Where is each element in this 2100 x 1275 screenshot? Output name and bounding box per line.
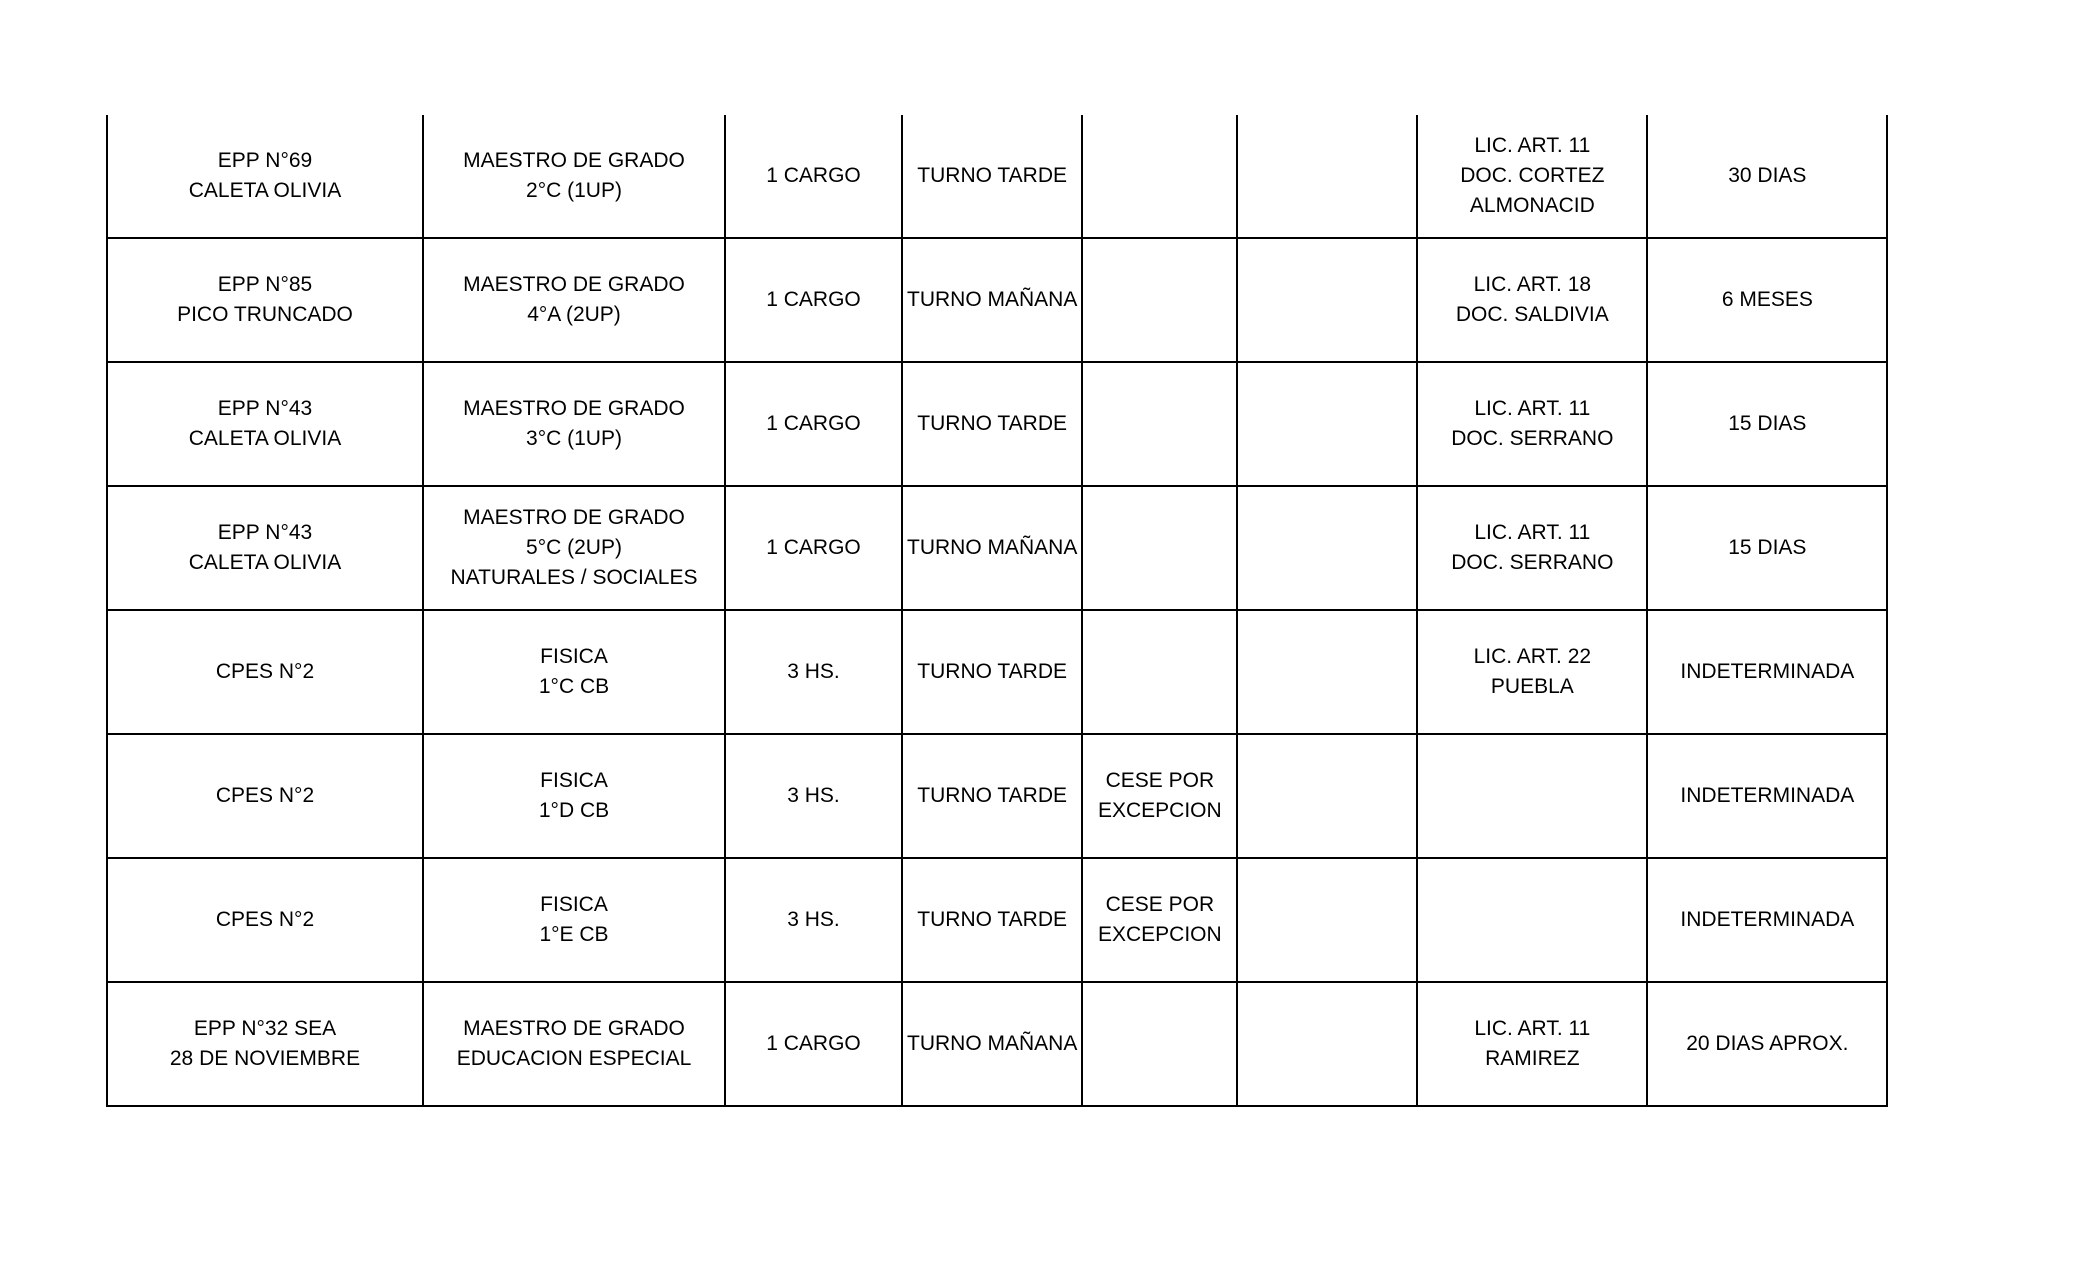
shift-cell-line: TURNO TARDE [917, 908, 1068, 931]
empty-cell [1237, 115, 1417, 238]
table-row [107, 610, 1887, 734]
school-cell [107, 858, 423, 982]
reason-cell-line: DOC. SERRANO [1451, 551, 1614, 574]
duration-cell [1647, 734, 1887, 858]
school-cell-line: CPES N°2 [215, 784, 315, 807]
reason-cell-line: RAMIREZ [1485, 1047, 1580, 1070]
position-cell-line: 2°C (1UP) [526, 179, 622, 202]
school-cell [107, 734, 423, 858]
table-row [107, 486, 1887, 610]
position-cell [423, 858, 725, 982]
status-cell-line: CESE POR [1105, 893, 1215, 916]
school-cell-line: CALETA OLIVIA [188, 179, 342, 202]
duration-cell [1647, 610, 1887, 734]
reason-cell-line: LIC. ART. 11 [1474, 134, 1591, 157]
shift-cell [902, 610, 1082, 734]
school-cell-line: EPP N°32 SEA [193, 1017, 337, 1040]
shift-cell [902, 982, 1082, 1106]
empty-cell [1237, 734, 1417, 858]
shift-cell-line: TURNO TARDE [917, 412, 1068, 435]
duration-cell [1647, 486, 1887, 610]
shift-cell [902, 362, 1082, 486]
shift-cell-line: TURNO MAÑANA [907, 288, 1078, 311]
load-cell [725, 115, 902, 238]
load-cell-line: 3 HS. [787, 660, 840, 683]
school-cell [107, 362, 423, 486]
reason-cell [1417, 734, 1647, 858]
status-cell [1082, 734, 1237, 858]
position-cell-line: 4°A (2UP) [527, 303, 621, 326]
status-cell [1082, 610, 1237, 734]
duration-cell-line: 20 DIAS APROX. [1686, 1032, 1849, 1055]
reason-cell [1417, 610, 1647, 734]
table-row [107, 734, 1887, 858]
position-cell [423, 734, 725, 858]
shift-cell-line: TURNO MAÑANA [907, 536, 1078, 559]
duration-cell-line: 15 DIAS [1728, 536, 1807, 559]
position-cell-line: MAESTRO DE GRADO [463, 149, 685, 172]
load-cell-line: 1 CARGO [766, 412, 861, 435]
load-cell-line: 1 CARGO [766, 536, 861, 559]
load-cell [725, 362, 902, 486]
shift-cell [902, 486, 1082, 610]
position-cell-line: 3°C (1UP) [526, 427, 622, 450]
position-cell-line: MAESTRO DE GRADO [463, 273, 685, 296]
position-cell [423, 362, 725, 486]
duration-cell-line: INDETERMINADA [1680, 908, 1855, 931]
duration-cell [1647, 238, 1887, 362]
shift-cell-line: TURNO TARDE [917, 784, 1068, 807]
position-cell [423, 115, 725, 238]
duration-cell-line: 30 DIAS [1728, 164, 1807, 187]
load-cell-line: 3 HS. [787, 908, 840, 931]
status-cell [1082, 238, 1237, 362]
reason-cell [1417, 486, 1647, 610]
reason-cell [1417, 115, 1647, 238]
reason-cell-line: DOC. SERRANO [1451, 427, 1614, 450]
reason-cell [1417, 238, 1647, 362]
duration-cell [1647, 115, 1887, 238]
status-cell [1082, 362, 1237, 486]
load-cell-line: 1 CARGO [766, 164, 861, 187]
status-cell-line: CESE POR [1105, 769, 1215, 792]
vacancy-table [106, 115, 1888, 1107]
shift-cell-line: TURNO TARDE [917, 164, 1068, 187]
reason-cell [1417, 982, 1647, 1106]
school-cell-line: 28 DE NOVIEMBRE [169, 1047, 361, 1070]
position-cell-line: FISICA [540, 645, 608, 668]
duration-cell [1647, 982, 1887, 1106]
load-cell-line: 1 CARGO [766, 1032, 861, 1055]
load-cell-line: 3 HS. [787, 784, 840, 807]
school-cell-line: PICO TRUNCADO [177, 303, 353, 326]
position-cell-line: 1°D CB [538, 799, 610, 822]
table-row [107, 238, 1887, 362]
status-cell [1082, 115, 1237, 238]
empty-cell [1237, 858, 1417, 982]
empty-cell [1237, 238, 1417, 362]
duration-cell-line: INDETERMINADA [1680, 660, 1855, 683]
shift-cell [902, 734, 1082, 858]
load-cell [725, 486, 902, 610]
position-cell [423, 486, 725, 610]
school-cell [107, 115, 423, 238]
table-row [107, 858, 1887, 982]
duration-cell-line: 6 MESES [1721, 288, 1813, 311]
shift-cell [902, 115, 1082, 238]
status-cell [1082, 858, 1237, 982]
school-cell-line: CALETA OLIVIA [188, 551, 342, 574]
position-cell [423, 982, 725, 1106]
school-cell-line: EPP N°69 [217, 149, 313, 172]
shift-cell [902, 238, 1082, 362]
table-row [107, 115, 1887, 238]
reason-cell [1417, 362, 1647, 486]
position-cell-line: FISICA [540, 769, 608, 792]
load-cell [725, 238, 902, 362]
shift-cell-line: TURNO TARDE [917, 660, 1068, 683]
school-cell-line: CPES N°2 [215, 908, 315, 931]
position-cell [423, 238, 725, 362]
reason-cell-line: DOC. CORTEZ [1460, 164, 1605, 187]
school-cell-line: EPP N°43 [217, 397, 313, 420]
shift-cell [902, 858, 1082, 982]
position-cell-line: 5°C (2UP) [526, 536, 622, 559]
school-cell [107, 610, 423, 734]
duration-cell-line: INDETERMINADA [1680, 784, 1855, 807]
school-cell [107, 486, 423, 610]
status-cell [1082, 982, 1237, 1106]
school-cell-line: CALETA OLIVIA [188, 427, 342, 450]
status-cell-line: EXCEPCION [1097, 923, 1222, 946]
load-cell [725, 734, 902, 858]
duration-cell-line: 15 DIAS [1728, 412, 1807, 435]
school-cell [107, 982, 423, 1106]
empty-cell [1237, 486, 1417, 610]
empty-cell [1237, 610, 1417, 734]
reason-cell-line: LIC. ART. 11 [1474, 397, 1591, 420]
school-cell-line: EPP N°85 [217, 273, 313, 296]
status-cell [1082, 486, 1237, 610]
position-cell-line: EDUCACION ESPECIAL [456, 1047, 692, 1070]
load-cell [725, 858, 902, 982]
position-cell-line: MAESTRO DE GRADO [463, 1017, 685, 1040]
duration-cell [1647, 362, 1887, 486]
position-cell [423, 610, 725, 734]
position-cell-line: MAESTRO DE GRADO [463, 397, 685, 420]
school-cell-line: EPP N°43 [217, 521, 313, 544]
position-cell-line: FISICA [540, 893, 608, 916]
reason-cell-line: LIC. ART. 11 [1474, 521, 1591, 544]
empty-cell [1237, 362, 1417, 486]
table-body [107, 115, 1887, 1106]
table-row [107, 982, 1887, 1106]
school-cell [107, 238, 423, 362]
load-cell-line: 1 CARGO [766, 288, 861, 311]
position-cell-line: MAESTRO DE GRADO [463, 506, 685, 529]
empty-cell [1237, 982, 1417, 1106]
school-cell-line: CPES N°2 [215, 660, 315, 683]
load-cell [725, 610, 902, 734]
load-cell [725, 982, 902, 1106]
reason-cell-line: DOC. SALDIVIA [1455, 303, 1609, 326]
position-cell-line: NATURALES / SOCIALES [450, 566, 698, 589]
status-cell-line: EXCEPCION [1097, 799, 1222, 822]
reason-cell-line: LIC. ART. 11 [1474, 1017, 1591, 1040]
shift-cell-line: TURNO MAÑANA [907, 1032, 1078, 1055]
reason-cell-line: PUEBLA [1490, 675, 1574, 698]
reason-cell-line: LIC. ART. 18 [1473, 273, 1592, 296]
position-cell-line: 1°E CB [539, 923, 609, 946]
reason-cell-line: ALMONACID [1469, 194, 1595, 217]
position-cell-line: 1°C CB [538, 675, 610, 698]
duration-cell [1647, 858, 1887, 982]
reason-cell [1417, 858, 1647, 982]
reason-cell-line: LIC. ART. 22 [1473, 645, 1592, 668]
table-row [107, 362, 1887, 486]
